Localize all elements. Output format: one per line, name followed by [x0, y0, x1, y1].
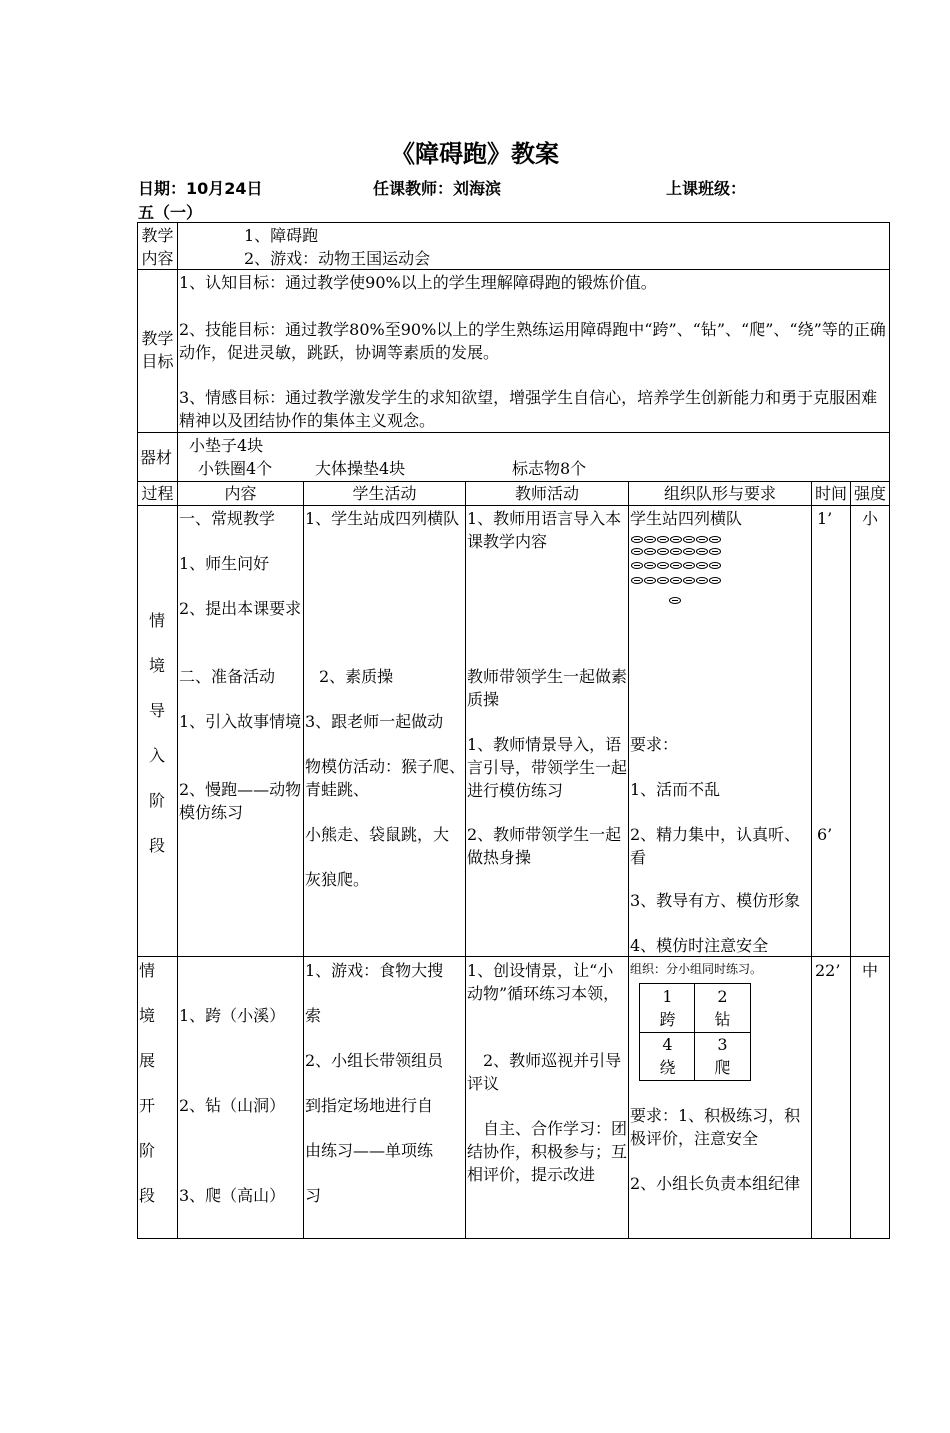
stage1-content-item: 二、准备活动 [179, 667, 276, 686]
col-organization: 组织队形与要求 [663, 484, 776, 503]
teacher-text: 任课教师：刘海滨 [373, 179, 502, 198]
equipment-item-a: 小铁圈4个 [198, 459, 273, 478]
stage1-org-req: 1、活而不乱 [630, 780, 721, 799]
stage1-student-item: 灰狼爬。 [305, 870, 370, 889]
content-label: 教学内容 [141, 226, 174, 268]
station-cell: 3 爬 [714, 1035, 731, 1077]
stage1-student-item: 物模仿活动：猴子爬、青蛙跳、 [305, 757, 466, 799]
stage1-content-item: 一、常规教学 [179, 509, 276, 528]
stage1-student-item: 1、学生站成四列横队 [305, 509, 460, 528]
stage1-student-item: 2、素质操 [319, 667, 394, 686]
stage2-char: 境 [139, 1006, 156, 1025]
equipment-item-c: 标志物8个 [512, 459, 587, 478]
stage2-student-item: 习 [305, 1186, 322, 1205]
stage1-char: 情 [149, 611, 166, 630]
stage1-org-title: 学生站四列横队 [630, 509, 743, 528]
stage2-content-item: 2、钻（山洞） [179, 1096, 286, 1115]
equipment-line-1: 小垫子4块 [189, 436, 264, 455]
stage2-char: 阶 [139, 1141, 156, 1160]
stage1-teacher-item: 1、教师用语言导入本课教学内容 [467, 509, 622, 551]
stage2-student-item: 索 [305, 1006, 322, 1025]
station-cell: 1 跨 [659, 987, 676, 1029]
stage1-teacher-item: 教师带领学生一起做素质操 [467, 667, 628, 709]
stage1-content-item: 2、慢跑——动物模仿练习 [179, 780, 302, 822]
stage2-teacher-item: 1、创设情景，让“小动物”循环练习本领， [467, 961, 620, 1003]
stage1-student-item: 3、跟老师一起做动 [305, 712, 444, 731]
class-label: 上课班级： [666, 179, 747, 198]
page-title: 《障碍跑》教案 [391, 140, 559, 168]
equipment-item-b: 大体操垫4块 [315, 459, 406, 478]
stage2-org-req: 要求：1、积极练习，积极评价，注意安全 [630, 1106, 801, 1148]
stage2-content-item: 1、跨（小溪） [179, 1006, 286, 1025]
stage2-char: 开 [139, 1096, 156, 1115]
stage1-char: 境 [149, 656, 166, 675]
stage1-time-2: 6’ [817, 825, 833, 844]
stage2-org-req: 2、小组长负责本组纪律 [630, 1174, 801, 1193]
goals-label: 教学目标 [141, 329, 174, 371]
goal-cognitive: 1、认知目标：通过教学使90%以上的学生理解障碍跑的锻炼价值。 [179, 273, 657, 292]
stage1-content-item: 1、引入故事情境 [179, 712, 302, 731]
goal-emotion: 3、情感目标：通过教学激发学生的求知欲望，增强学生自信心，培养学生创新能力和勇于克服困难精神以及团结协作的集体主义观念。 [179, 388, 878, 430]
station-cell: 4 绕 [659, 1035, 676, 1077]
stage2-student-item: 到指定场地进行自 [305, 1096, 434, 1115]
stage1-char: 段 [149, 836, 166, 855]
stage1-content-item: 2、提出本课要求 [179, 599, 302, 618]
stage1-char: 阶 [149, 791, 166, 810]
stage1-content-item: 1、师生问好 [179, 554, 270, 573]
stage1-org-req: 4、模仿时注意安全 [630, 936, 769, 955]
goal-skill: 2、技能目标：通过教学80%至90%以上的学生熟练运用障碍跑中“跨”、“钻”、“爬”、“绕”等的正确动作，促进灵敏，跳跃，协调等素质的发展。 [179, 320, 886, 362]
stage1-teacher-item: 2、教师带领学生一起做热身操 [467, 825, 622, 867]
class-value: 五（一） [138, 203, 203, 222]
stage2-char: 情 [139, 961, 156, 980]
date-text: 日期：10月24日 [138, 179, 263, 198]
stage1-time-1: 1’ [817, 509, 833, 528]
stage2-student-item: 2、小组长带领组员 [305, 1051, 444, 1070]
stage2-teacher-item: 自主、合作学习：团结协作，积极参与；互相评价，提示改进 [467, 1119, 628, 1184]
stage1-org-req: 要求： [630, 735, 679, 754]
col-time: 时间 [814, 484, 847, 503]
stage1-org-req: 2、精力集中，认真听、看 [630, 825, 801, 867]
stage1-org-req: 3、教导有方、模仿形象 [630, 891, 801, 910]
stage2-content-item: 3、爬（高山） [179, 1186, 286, 1205]
col-student: 学生活动 [352, 484, 417, 503]
stage1-intensity: 小 [862, 509, 879, 528]
stage1-teacher-item: 1、教师情景导入，语言引导，带领学生一起进行模仿练习 [467, 735, 628, 800]
stage1-char: 入 [149, 746, 166, 765]
content-item-2: 2、游戏：动物王国运动会 [244, 249, 431, 268]
stage2-char: 展 [139, 1051, 156, 1070]
stage2-student-item: 1、游戏：食物大搜 [305, 961, 444, 980]
stage2-student-item: 由练习——单项练 [305, 1141, 434, 1160]
stage1-student-item: 小熊走、袋鼠跳，大 [305, 825, 450, 844]
stage2-teacher-item: 2、教师巡视并引导评议 [467, 1051, 622, 1093]
stage1-char: 导 [149, 701, 166, 720]
stage2-org-note: 组织：分小组同时练习。 [630, 962, 763, 976]
station-grid [639, 983, 751, 1081]
stage2-time: 22’ [815, 961, 841, 980]
col-intensity: 强度 [853, 484, 886, 503]
col-content: 内容 [224, 484, 257, 503]
station-cell: 2 钻 [714, 987, 731, 1029]
col-teacher: 教师活动 [514, 484, 579, 503]
content-item-1: 1、障碍跑 [244, 226, 319, 245]
stage2-intensity: 中 [862, 961, 879, 980]
stage2-char: 段 [139, 1186, 156, 1205]
equipment-label: 器材 [140, 448, 173, 467]
col-process: 过程 [141, 484, 174, 503]
